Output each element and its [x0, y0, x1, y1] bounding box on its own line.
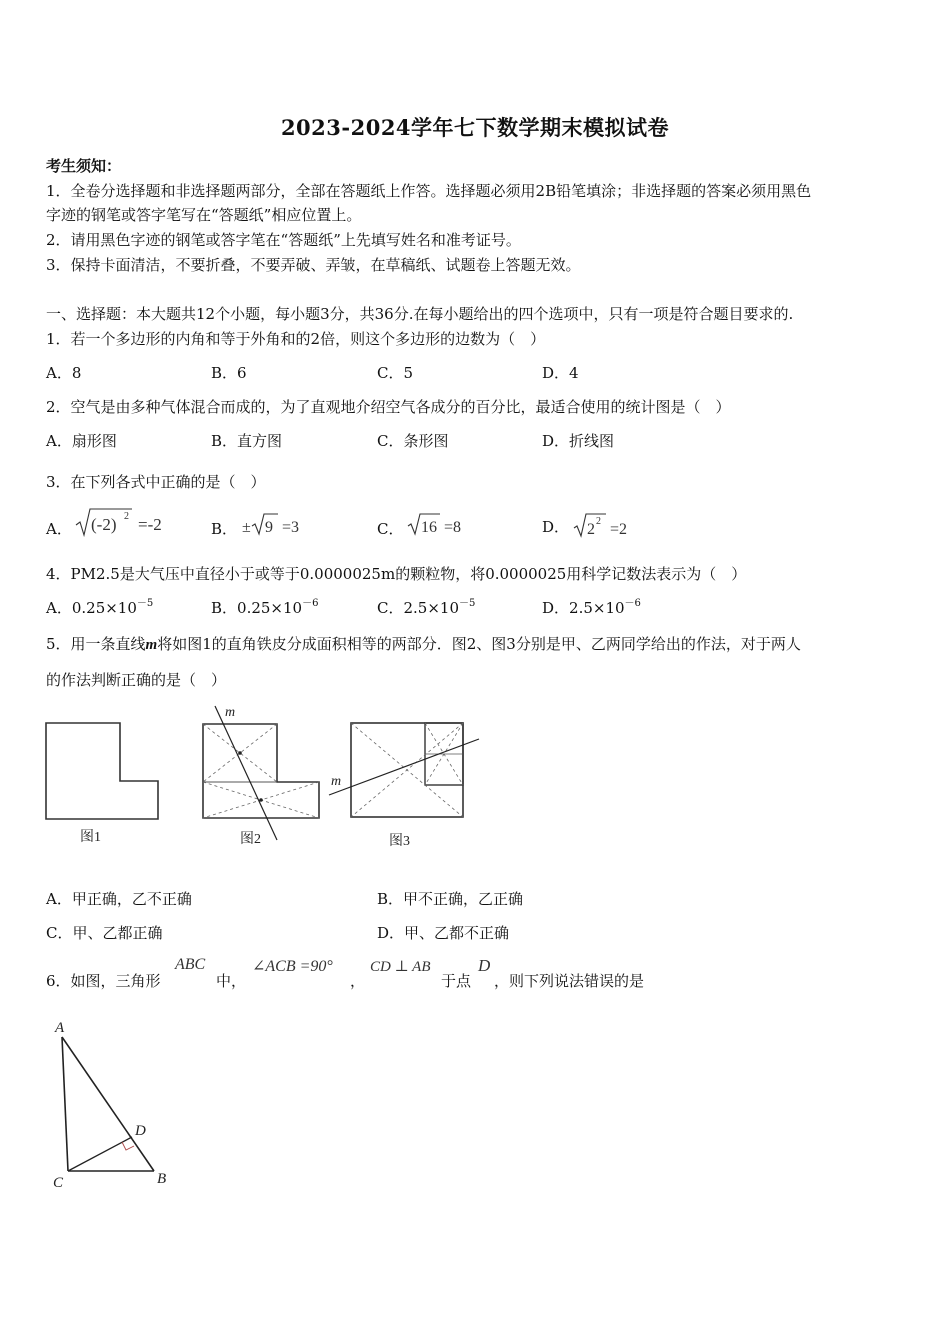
q6-d: D	[478, 956, 491, 975]
page-title: 2023-2024学年七下数学期末模拟试卷	[280, 115, 670, 140]
q6-mid2: 于点	[441, 972, 472, 990]
q4-option-d	[542, 597, 641, 618]
q3-option-d-formula	[572, 510, 652, 542]
q3-d-inner: 2	[587, 521, 595, 538]
q5-fig2-caption: 图2	[240, 832, 261, 847]
q6-perp: CD ⊥ AB	[370, 959, 431, 975]
notice-item-1b: 字迹的钢笔或答字笔写在“答题纸”相应位置上。	[46, 206, 362, 224]
q3-a-inner: (-2)	[91, 515, 117, 534]
q1-option-c: C．5	[377, 364, 414, 382]
q4-option-a	[46, 597, 153, 618]
q6-mid1: 中，	[216, 972, 247, 990]
q5-fig3-m-label: m	[331, 774, 342, 789]
q3-option-c-formula	[406, 510, 486, 540]
q4-option-c-exp: －5	[459, 598, 476, 609]
q6-comma: ，	[350, 972, 366, 990]
notice-item-3: 3．保持卡面清洁，不要折叠，不要弄破、弄皱，在草稿纸、试题卷上答题无效。	[46, 256, 581, 274]
q4-option-b-base: B．0.25×10	[211, 599, 303, 617]
q5-option-c: C．甲、乙都正确	[46, 924, 163, 942]
q1-stem: 1．若一个多边形的内角和等于外角和的2倍，则这个多边形的边数为（ ）	[46, 330, 546, 348]
q3-d-rhs: =2	[610, 521, 628, 538]
q4-option-a-base: A．0.25×10	[46, 599, 137, 617]
section-heading: 一、选择题：本大题共12个小题，每小题3分，共36分.在每小题给出的四个选项中，只有一项是符合题目要求的.	[46, 305, 794, 323]
q6-fig-label-c: C	[53, 1175, 64, 1191]
q5-stem	[46, 633, 801, 654]
q6-prefix: 6．如图，三角形	[46, 972, 161, 990]
notice-item-1a: 1．全卷分选择题和非选择题两部分，全部在答题纸上作答。选择题必须用2B铅笔填涂；非选择题的答案必须用黑色	[46, 182, 812, 200]
notice-item-2: 2．请用黑色字迹的钢笔或答字笔在“答题纸”上先填写姓名和准考证号。	[46, 231, 521, 249]
q4-option-d-exp: －6	[624, 598, 641, 609]
q6-fig-label-d: D	[135, 1123, 146, 1139]
q3-a-rhs: =-2	[138, 515, 162, 534]
q3-stem: 3．在下列各式中正确的是（ ）	[46, 473, 266, 491]
q6-angle: ∠ACB =90°	[252, 958, 333, 975]
q6-fig-label-b: B	[157, 1171, 167, 1187]
q5-figure-2	[195, 700, 330, 855]
q4-option-a-exp: －5	[136, 598, 154, 609]
q5-fig3-caption: 图3	[389, 834, 410, 849]
q5-option-a: A．甲正确，乙不正确	[46, 890, 192, 908]
q3-c-inner: 16	[421, 519, 437, 536]
q4-option-b	[211, 597, 318, 618]
q6-fig-label-a: A	[55, 1020, 65, 1036]
q3-option-d-label: D．	[542, 518, 570, 536]
q3-option-a-formula	[74, 505, 184, 539]
q4-option-d-base: D．2.5×10	[542, 599, 625, 617]
q4-stem: 4．PM2.5是大气压中直径小于或等于0.0000025m的颗粒物，将0.0000025用科学记数法表示为（ ）	[46, 565, 747, 583]
q3-option-b-label: B．	[211, 520, 238, 538]
q5-fig2-m-label: m	[225, 705, 236, 720]
q4-option-b-exp: －6	[302, 598, 319, 609]
q3-b-inner: 9	[265, 519, 273, 536]
q6-triangle-figure	[40, 1015, 180, 1195]
q2-option-b: B．直方图	[211, 432, 283, 450]
q5-stem-b: 将如图1的直角铁皮分成面积相等的两部分．图2、图3分别是甲、乙两同学给出的作法，对于两人	[157, 635, 801, 653]
q6-suffix: ，则下列说法错误的是	[494, 972, 645, 990]
q5-option-d: D．甲、乙都不正确	[377, 924, 510, 942]
notice-heading: 考生须知：	[46, 157, 122, 175]
q5-option-b: B．甲不正确，乙正确	[377, 890, 524, 908]
q1-option-a: A．8	[46, 364, 82, 382]
q4-option-c	[377, 597, 475, 618]
q3-option-a-label: A．	[46, 520, 72, 538]
q2-option-d: D．折线图	[542, 432, 615, 450]
q1-option-d: D．4	[542, 364, 579, 382]
q2-option-c: C．条形图	[377, 432, 449, 450]
q3-b-rhs: =3	[282, 519, 300, 536]
q3-option-b-formula	[240, 510, 320, 540]
q2-stem: 2．空气是由多种气体混合而成的，为了直观地介绍空气各成分的百分比，最适合使用的统计图是（ ）	[46, 398, 731, 416]
q5-figure-3	[325, 715, 485, 855]
q5-stem-2: 的作法判断正确的是（ ）	[46, 671, 227, 689]
q3-a-exp: 2	[124, 511, 129, 522]
q3-b-pm: ±	[242, 519, 251, 536]
q2-option-a: A．扇形图	[46, 432, 117, 450]
q5-stem-a: 5．用一条直线	[46, 635, 146, 653]
q3-d-exp: 2	[596, 516, 601, 527]
q1-option-b: B．6	[211, 364, 247, 382]
q5-fig1-caption: 图1	[80, 830, 101, 845]
q5-stem-m: m	[145, 637, 158, 653]
q5-figure-1	[40, 715, 165, 850]
q6-abc: ABC	[175, 956, 206, 973]
q4-option-c-base: C．2.5×10	[377, 599, 459, 617]
q3-option-c-label: C．	[377, 520, 404, 538]
q3-c-rhs: =8	[444, 519, 462, 536]
